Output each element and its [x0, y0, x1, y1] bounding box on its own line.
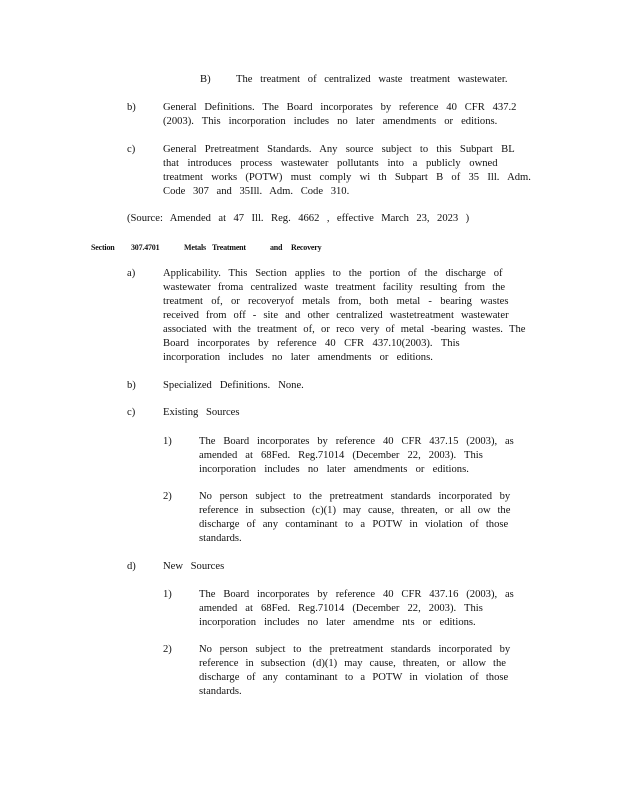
- subsection-c-existing-title: Existing Sources: [163, 407, 240, 418]
- item-d2: No person subject to the pretreatment standards incorporated by reference in subsection (d)(1) may cause, threaten, or allow the discharge of any contaminant to a POTW in violation of those standards.: [199, 644, 511, 697]
- item-text-B: The treatment of centralized waste treatment wastewater.: [236, 74, 508, 85]
- item-label-c2: 2): [163, 491, 172, 502]
- subsection-label-b-definitions: b): [127, 102, 136, 113]
- item-d1: The Board incorporates by reference 40 CFR 437.16 (2003), as amended at 68Fed. Reg.71014 (December 22, 2003). This incorporation includes no later amendme nts or editions.: [199, 589, 514, 628]
- subsection-label-c-existing: c): [127, 407, 136, 418]
- section-title-word-1: Metals: [184, 243, 206, 252]
- source-note: (Source: Amended at 47 Ill. Reg. 4662 , effective March 23, 2023 ): [127, 213, 470, 224]
- subsection-label-d-new: d): [127, 561, 136, 572]
- item-label-d2: 2): [163, 644, 172, 655]
- section-heading: [91, 241, 321, 255]
- subsection-label-a-applicability: a): [127, 268, 136, 279]
- item-label-c1: 1): [163, 436, 172, 447]
- section-number: 307.4701: [131, 243, 160, 252]
- subsection-a-applicability: Applicability. This Section applies to the portion of the discharge of wastewater froma centralized waste treatment facility resulting from the treatment of, or recoveryof metals from, both metal - bearing wastes received from off - site and other centralized wastetreatment wastewater associated with the treatment of, or reco very of metal -bearing wastes. The Board incorporates by reference 40 CFR 437.10(2003). This incorporation includes no later amendments or editions.: [163, 268, 526, 363]
- subsection-label-b-specialized: b): [127, 380, 136, 391]
- section-title-word-2: Treatment: [212, 243, 246, 252]
- item-c2: No person subject to the pretreatment standards incorporated by reference in subsection (c)(1) may cause, threaten, or all ow the discharge of any contaminant to a POTW in violation of those standards.: [199, 491, 511, 544]
- item-label-d1: 1): [163, 589, 172, 600]
- item-c1: The Board incorporates by reference 40 CFR 437.15 (2003), as amended at 68Fed. Reg.71014 (December 22, 2003). This incorporation includes no later amendments or editions.: [199, 436, 514, 475]
- section-word: Section: [91, 243, 115, 252]
- section-title-word-4: Recovery: [291, 243, 322, 252]
- subsection-b-definitions: General Definitions. The Board incorporates by reference 40 CFR 437.2 (2003). This incorporation includes no later amendments or editions.: [163, 102, 517, 127]
- subsection-label-c-pretreatment: c): [127, 144, 136, 155]
- item-label-B: B): [200, 74, 211, 85]
- subsection-b-specialized: Specialized Definitions. None.: [163, 380, 304, 391]
- subsection-c-pretreatment: General Pretreatment Standards. Any source subject to this Subpart BL that introduces process wastewater pollutants into a publicly owned treatment works (POTW) must comply wi th Subpart B of 35 Ill. Adm. Code 307 and 35Ill. Adm. Code 310.: [163, 144, 531, 197]
- subsection-d-new-title: New Sources: [163, 561, 225, 572]
- section-title-word-3: and: [270, 243, 283, 252]
